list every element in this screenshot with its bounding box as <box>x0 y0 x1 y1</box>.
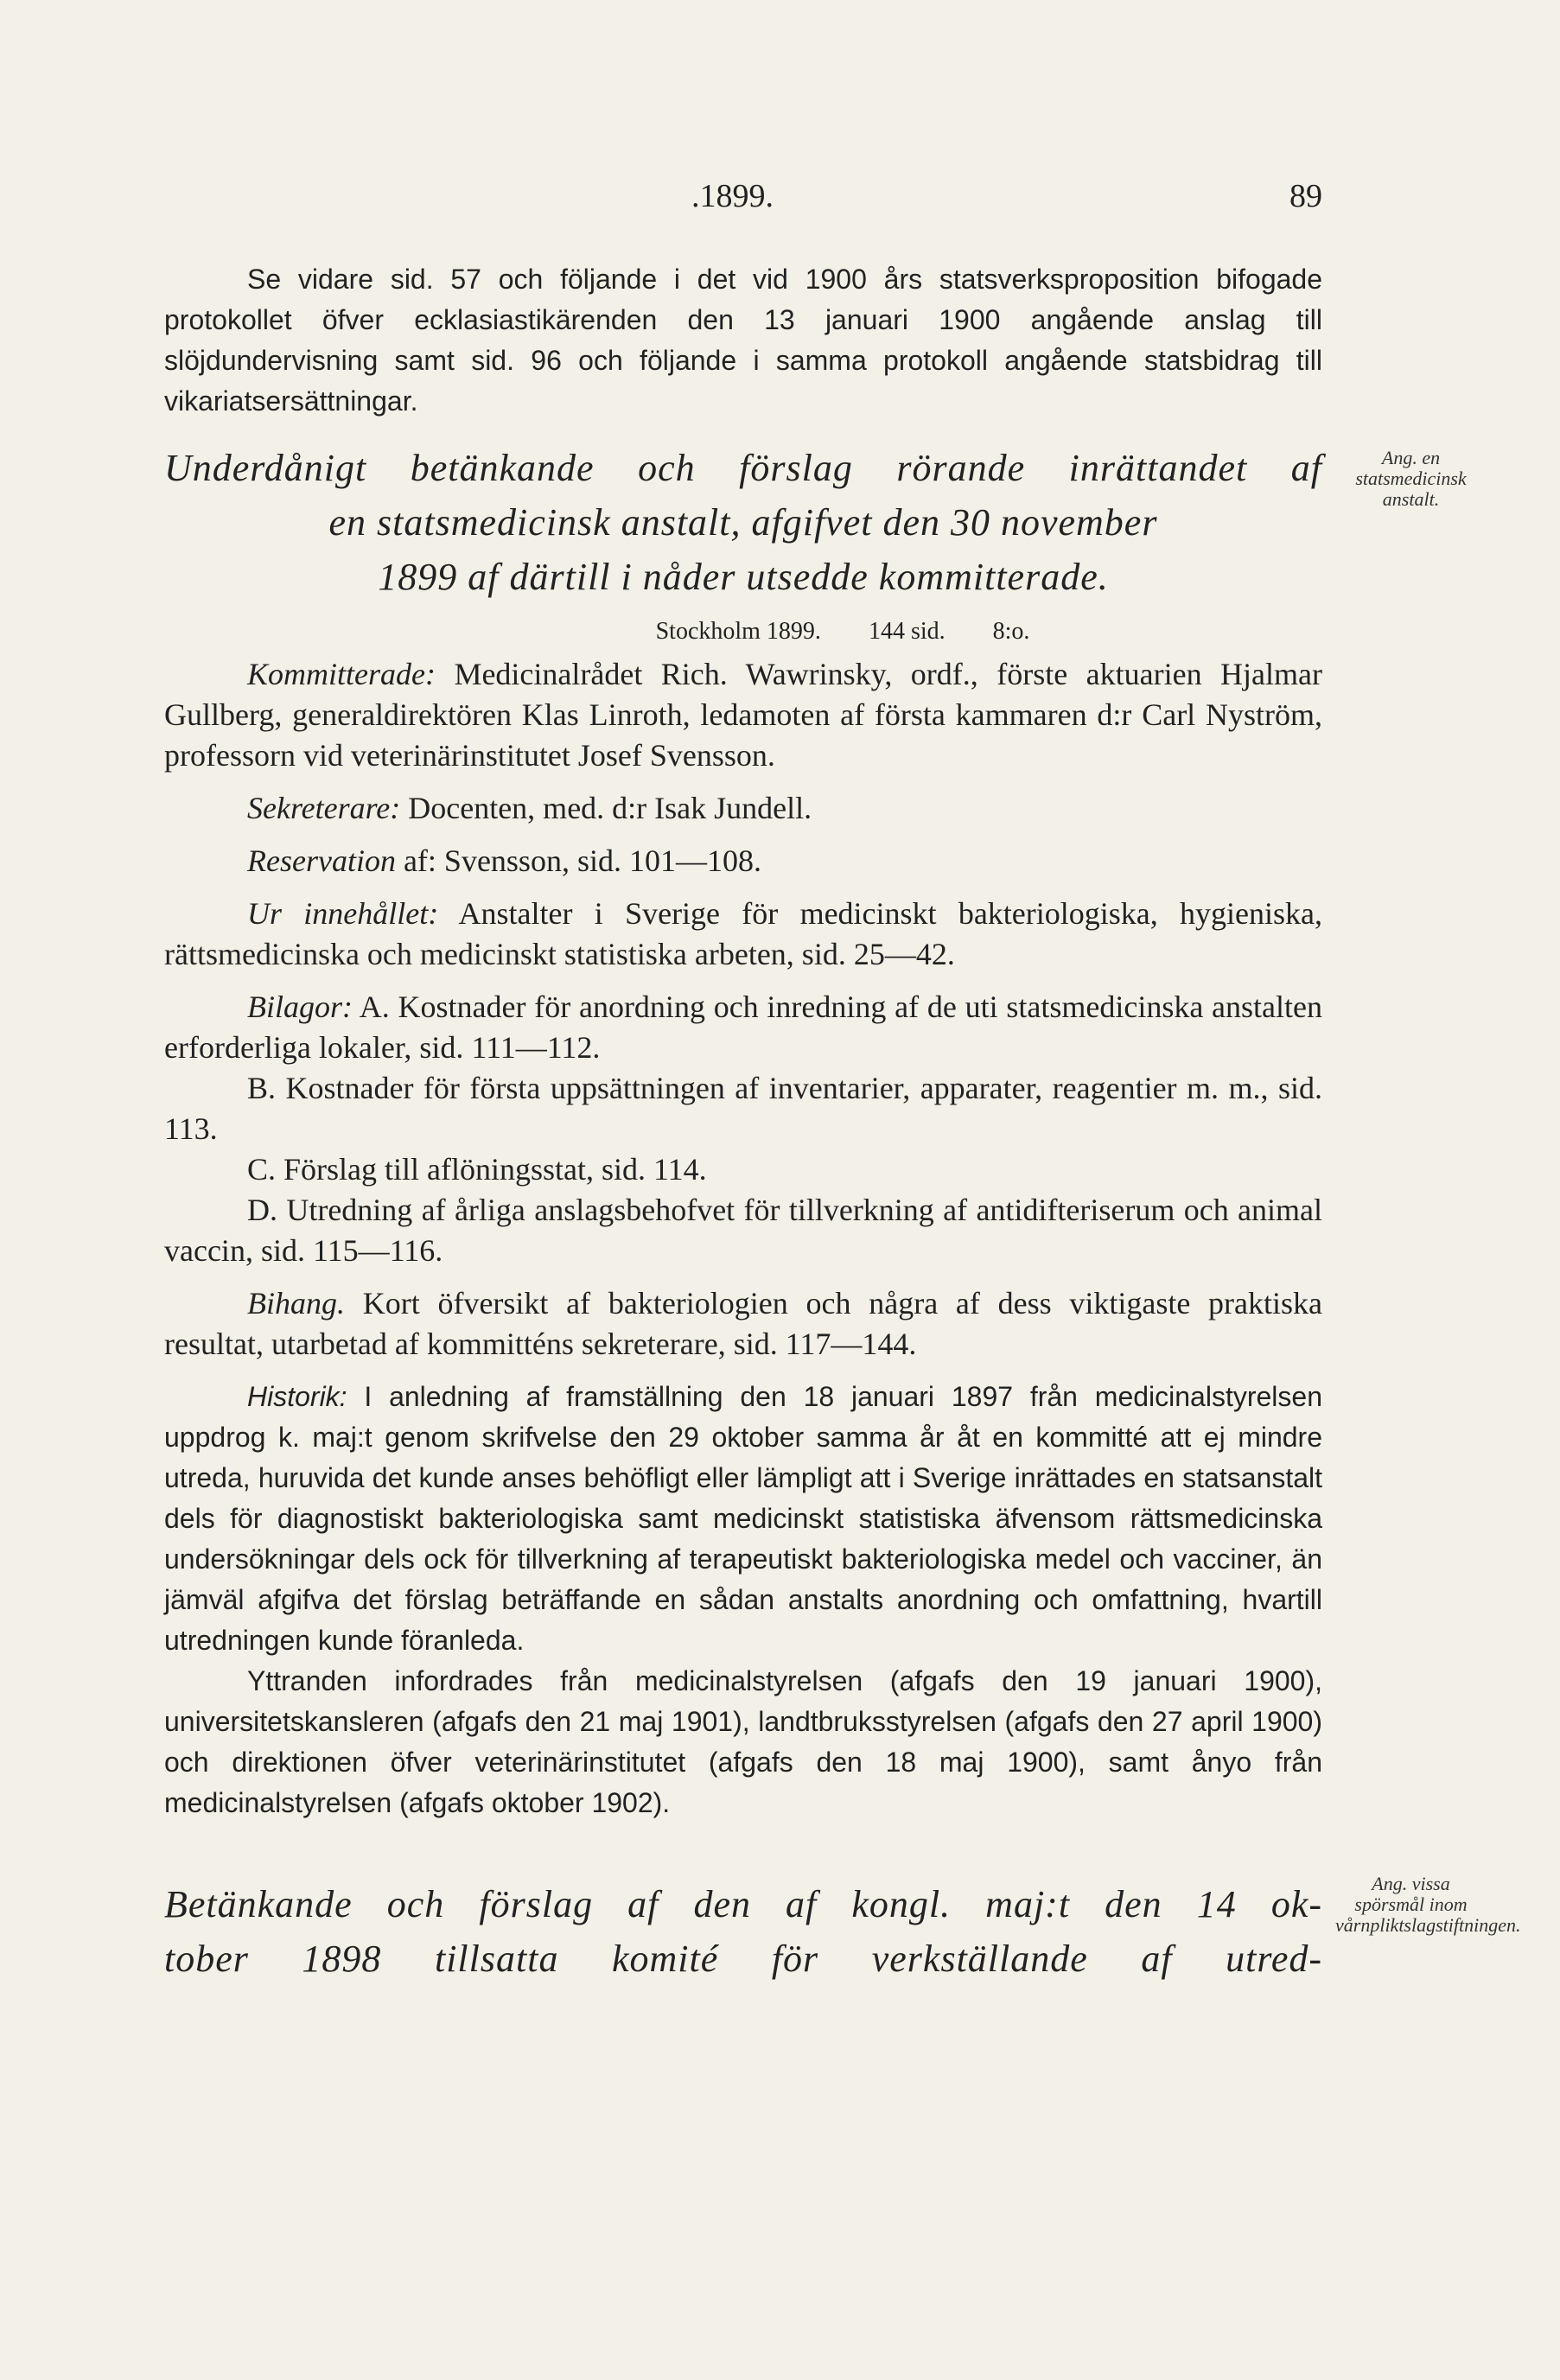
yttranden-paragraph: Yttranden infordrades från medicinalstyrelsen (afgafs den 19 januari 1900), universitetskansleren (afgafs den 21 maj 1901), landtbruksstyrelsen (afgafs den 27 april 1900) och direktionen öfver veterinärinstitutet (afgafs den 18 maj 1900), samt ånyo från medicinalstyrelsen (afgafs oktober 1902). <box>164 1665 1322 1818</box>
margin-note-komite: Ang. vissa spörsmål inom vårnpliktslagstiftningen. <box>1335 1873 1521 1936</box>
bilagor-label: Bilagor: <box>247 990 353 1024</box>
bilagor-a-paragraph <box>164 987 1322 1068</box>
title-line-3: 1899 af därtill i nåder utsedde kommitterade. <box>378 556 1109 598</box>
historik-text: I anledning af framställning den 18 januari 1897 från medicinalstyrelsen uppdrog k. maj:t genom skrifvelse den 29 oktober samma år åt en kommitté att ej mindre utreda, huruvida det kunde anses behöfligt eller lämpligt att i Sverige inrättades en statsanstalt dels för diagnostiskt bakteriologiska samt medicinskt statistiska äfvensom rättsmedicinska undersökningar dels ock för tillverkning af terapeutiskt bakteriologiska medel och vacciner, än jämväl afgifva det förslag beträffande en sådan anstalts anordning och omfattning, hvartill utredningen kunde föranleda. <box>164 1381 1323 1656</box>
kommitterade-text: Medicinalrådet Rich. Wawrinsky, ordf., förste aktuarien Hjalmar Gullberg, generaldirektören Klas Linroth, ledamoten af första kammaren d:r Carl Nyström, professorn vid veterinärinstitutet Josef Svensson. <box>164 657 1323 773</box>
publication-place-year: Stockholm 1899. <box>655 618 821 645</box>
reservation-paragraph <box>164 841 1322 881</box>
sekreterare-paragraph <box>164 788 1322 829</box>
margin-note-statsmedicinsk: Ang. en statsmedicinsk anstalt. <box>1355 447 1467 510</box>
sekreterare-label: Sekreterare: <box>247 791 401 825</box>
bihang-text: Kort öfversikt af bakteriologien och några af dess viktigaste praktiska resultat, utarbetad af kommitténs sekreterare, sid. 117—144. <box>164 1286 1322 1361</box>
bihang-label: Bihang. <box>247 1286 345 1320</box>
sekreterare-text: Docenten, med. d:r Isak Jundell. <box>408 791 812 825</box>
intro-paragraph: Se vidare sid. 57 och följande i det vid 1900 års statsverksproposition bifogade protokollet öfver ecklasiastikärenden den 13 januari 1900 angående anslag till slöjdundervisning samt sid. 96 och följande i samma protokoll angående statsbidrag till vikariatsersättningar. <box>164 264 1322 417</box>
publication-info <box>164 614 1322 649</box>
title-komite-line-2: tober 1898 tillsatta komité för verkställande af utred- <box>164 1938 1322 1980</box>
bilagor-d-paragraph: D. Utredning af årliga anslagsbehofvet för tillverkning af antidifteriserum och animal vaccin, sid. 115—116. <box>164 1193 1322 1268</box>
section-statsmedicinsk <box>164 441 1322 1823</box>
bilagor-a-text: A. Kostnader för anordning och inredning af de uti statsmedicinska anstalten erforderliga lokaler, sid. 111—112. <box>164 990 1323 1065</box>
historik-label: Historik: <box>247 1381 347 1412</box>
page-header <box>164 177 1322 220</box>
reservation-text: af: Svensson, sid. 101—108. <box>403 843 761 878</box>
kommitterade-label: Kommitterade: <box>247 657 436 691</box>
bilagor-b-paragraph: B. Kostnader för första uppsättningen af inventarier, apparater, reagentier m. m., sid. 113. <box>164 1071 1322 1146</box>
bihang-paragraph <box>164 1283 1322 1365</box>
section-title-komite <box>164 1877 1322 1986</box>
innehallet-paragraph <box>164 894 1322 975</box>
running-head-year: .1899. <box>691 178 774 214</box>
title-line-1: Underdånigt betänkande och förslag rörande inrättandet af <box>164 447 1322 489</box>
section-komite <box>164 1877 1322 1986</box>
innehallet-label: Ur innehållet: <box>247 896 439 931</box>
innehallet-text: Anstalter i Sverige för medicinskt bakteriologiska, hygieniska, rättsmedicinska och medicinskt statistiska arbeten, sid. 25—42. <box>164 896 1323 971</box>
title-komite-line-1: Betänkande och förslag af den af kongl. maj:t den 14 ok- <box>164 1883 1322 1925</box>
publication-format: 8:o. <box>992 618 1030 645</box>
page-number: 89 <box>1289 178 1322 214</box>
intro-block <box>164 259 1322 422</box>
kommitterade-paragraph <box>164 654 1322 776</box>
bilagor-c-paragraph: C. Förslag till aflöningsstat, sid. 114. <box>247 1152 707 1187</box>
historik-paragraph <box>164 1377 1322 1661</box>
title-line-2: en statsmedicinsk anstalt, afgifvet den 30 november <box>328 501 1158 544</box>
section-title <box>164 441 1322 604</box>
publication-pages: 144 sid. <box>868 618 946 645</box>
reservation-label: Reservation <box>247 843 396 878</box>
